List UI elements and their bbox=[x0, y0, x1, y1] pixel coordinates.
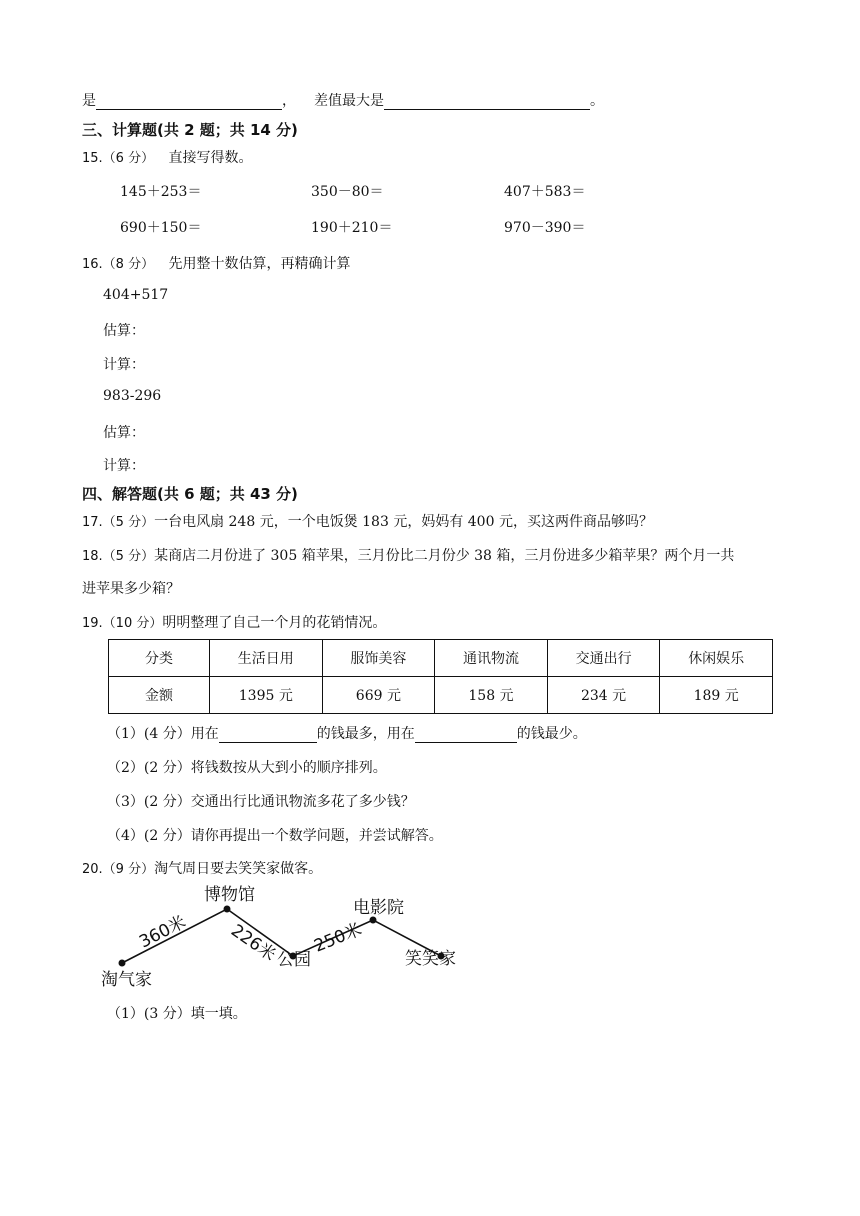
blank-2[interactable] bbox=[384, 95, 590, 110]
q17-number: 17.（5 分） bbox=[82, 515, 155, 530]
spending-table bbox=[108, 639, 773, 714]
top-fill-line bbox=[82, 90, 604, 110]
q19-number: 19.（10 分） bbox=[82, 616, 163, 631]
top-line-middle: 差值最大是 bbox=[314, 93, 384, 109]
q18-text-1: 某商店二月份进了 305 箱苹果，三月份比二月份少 38 箱，三月份进多少箱苹果？两个月一共 bbox=[154, 548, 735, 564]
q19-sub-1-a: （1）(4 分）用在 bbox=[107, 726, 219, 742]
q20-heading bbox=[82, 858, 322, 878]
label-cinema: 电影院 bbox=[353, 898, 404, 918]
q16-number: 16.（8 分） bbox=[82, 257, 155, 272]
table-cell: 234 元 bbox=[547, 677, 660, 714]
top-line-comma: ， bbox=[282, 93, 296, 109]
q19-text: 明明整理了自己一个月的花销情况。 bbox=[162, 615, 387, 631]
blank-1[interactable] bbox=[96, 95, 282, 110]
node-taoqi-home bbox=[119, 960, 126, 967]
q16-calc-2: 计算： bbox=[103, 458, 145, 474]
table-cell: 669 元 bbox=[322, 677, 435, 714]
table-header-cell: 生活日用 bbox=[210, 640, 323, 677]
table-header-cell: 交通出行 bbox=[547, 640, 660, 677]
q16-heading bbox=[82, 253, 351, 273]
q20-text: 淘气周日要去笑笑家做客。 bbox=[154, 861, 323, 877]
section-3-title: 三、计算题(共 2 题；共 14 分) bbox=[82, 121, 298, 139]
node-museum bbox=[224, 906, 231, 913]
q15-item-3: 407＋583＝ bbox=[504, 184, 586, 200]
table-header-cell: 服饰美容 bbox=[322, 640, 435, 677]
q15-number: 15.（6 分） bbox=[82, 151, 155, 166]
q15-item-5: 190＋210＝ bbox=[311, 220, 393, 236]
route-map bbox=[95, 878, 475, 993]
q16-estimate-1: 估算： bbox=[103, 323, 145, 339]
table-cell: 1395 元 bbox=[210, 677, 323, 714]
q15-item-6: 970－390＝ bbox=[504, 220, 586, 236]
q16-estimate-2: 估算： bbox=[103, 425, 145, 441]
label-park: 公园 bbox=[277, 950, 311, 970]
q19-sub-4: （4）(2 分）请你再提出一个数学问题，并尝试解答。 bbox=[107, 828, 443, 844]
top-line-left: 是 bbox=[82, 93, 96, 109]
q15-item-2: 350－80＝ bbox=[311, 184, 384, 200]
q19-sub-1-b: 的钱最多，用在 bbox=[316, 726, 415, 742]
q16-calc-1: 计算： bbox=[103, 357, 145, 373]
table-header-cell: 休闲娱乐 bbox=[660, 640, 773, 677]
q19-heading bbox=[82, 612, 386, 632]
distance-label-2: 226米 bbox=[227, 920, 280, 966]
q16-prompt: 先用整十数估算，再精确计算 bbox=[168, 256, 351, 272]
table-header-cell: 通讯物流 bbox=[435, 640, 548, 677]
q16-expression-2: 983-296 bbox=[103, 388, 162, 404]
label-xiaoxiao-home: 笑笑家 bbox=[405, 949, 456, 969]
q20-number: 20.（9 分） bbox=[82, 862, 155, 877]
q18-number: 18.（5 分） bbox=[82, 549, 155, 564]
table-cell: 金额 bbox=[109, 677, 210, 714]
blank-least[interactable] bbox=[415, 728, 517, 743]
q19-sub-3: （3）(2 分）交通出行比通讯物流多花了多少钱？ bbox=[107, 794, 415, 810]
table-row bbox=[109, 677, 773, 714]
q17-text: 一台电风扇 248 元，一个电饭煲 183 元，妈妈有 400 元，买这两件商品够吗？ bbox=[154, 514, 653, 530]
distance-label-3: 250米 bbox=[311, 919, 365, 957]
label-museum: 博物馆 bbox=[204, 885, 255, 905]
blank-most[interactable] bbox=[219, 728, 317, 743]
table-header-cell: 分类 bbox=[109, 640, 210, 677]
q16-expression-1: 404+517 bbox=[103, 287, 169, 303]
q15-item-4: 690＋150＝ bbox=[120, 220, 202, 236]
q17 bbox=[82, 511, 653, 531]
q15-heading bbox=[82, 147, 253, 167]
q18-text-2: 进苹果多少箱？ bbox=[82, 581, 180, 597]
q20-sub-1: （1）(3 分）填一填。 bbox=[107, 1006, 247, 1022]
label-taoqi-home: 淘气家 bbox=[101, 970, 152, 990]
q15-prompt: 直接写得数。 bbox=[168, 150, 253, 166]
q18-line-1 bbox=[82, 545, 734, 565]
q15-item-1: 145＋253＝ bbox=[120, 184, 202, 200]
table-cell: 158 元 bbox=[435, 677, 548, 714]
distance-label-1: 360米 bbox=[136, 912, 190, 953]
q19-sub-1 bbox=[107, 723, 587, 743]
q19-sub-1-c: 的钱最少。 bbox=[516, 726, 587, 742]
q19-sub-2: （2）(2 分）将钱数按从大到小的顺序排列。 bbox=[107, 760, 387, 776]
table-cell: 189 元 bbox=[660, 677, 773, 714]
top-line-end: 。 bbox=[590, 93, 604, 109]
section-4-title: 四、解答题(共 6 题；共 43 分) bbox=[82, 485, 298, 503]
table-header-row bbox=[109, 640, 773, 677]
